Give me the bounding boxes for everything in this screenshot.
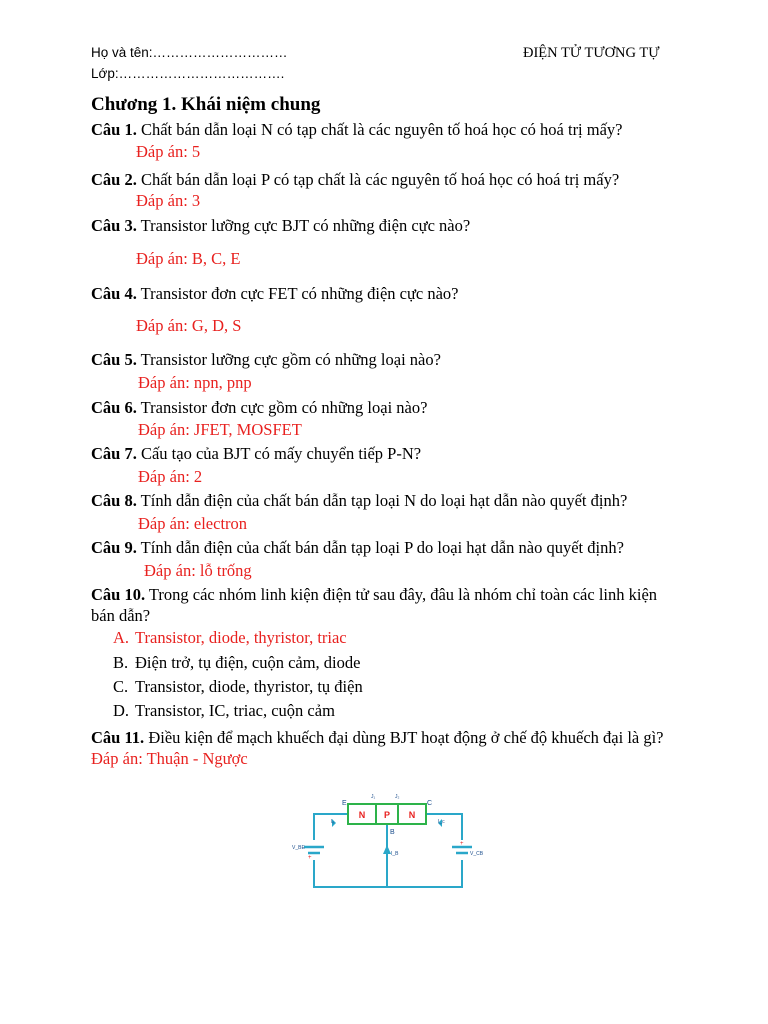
question-text: Transistor lưỡng cực BJT có những điện cực nào? bbox=[140, 216, 471, 235]
question-3 bbox=[91, 215, 681, 236]
option-text: Transistor, diode, thyristor, tụ điện bbox=[135, 677, 363, 696]
ib-label: I_B bbox=[391, 851, 399, 857]
vbe-plus: + bbox=[308, 855, 312, 861]
option-letter: B. bbox=[113, 653, 129, 672]
region-p: P bbox=[383, 810, 391, 820]
class-field: Lớp:………………………………. bbox=[91, 66, 285, 81]
vcb-label: V_CB bbox=[470, 851, 484, 857]
collector-label: C bbox=[427, 800, 433, 807]
question-label: Câu 11. bbox=[91, 728, 145, 747]
option-c bbox=[113, 677, 363, 697]
answer-2: Đáp án: 3 bbox=[136, 191, 201, 210]
question-9 bbox=[91, 537, 681, 558]
vbe-label: V_BE bbox=[292, 845, 305, 851]
question-text: Tính dẫn điện của chất bán dẫn tạp loại N do loại hạt dẫn nào quyết định? bbox=[140, 491, 628, 510]
question-7 bbox=[91, 443, 681, 464]
question-2 bbox=[91, 169, 681, 190]
option-b bbox=[113, 653, 360, 673]
question-label: Câu 2. bbox=[91, 170, 137, 189]
question-label: Câu 4. bbox=[91, 284, 137, 303]
answer-4: Đáp án: G, D, S bbox=[136, 316, 242, 335]
answer-8: Đáp án: electron bbox=[138, 514, 248, 533]
question-label: Câu 5. bbox=[91, 350, 137, 369]
answer-11: Đáp án: Thuận - Ngược bbox=[91, 749, 248, 768]
question-text: Transistor đơn cực FET có những điện cực nào? bbox=[140, 284, 459, 303]
answer-5: Đáp án: npn, pnp bbox=[138, 373, 252, 392]
question-4 bbox=[91, 283, 681, 304]
vcb-plus: + bbox=[460, 841, 464, 847]
option-a bbox=[113, 628, 347, 648]
question-5 bbox=[91, 349, 681, 370]
option-d bbox=[113, 701, 335, 721]
question-text: Trong các nhóm linh kiện điện tử sau đây, đâu là nhóm chỉ toàn các linh kiện bán dẫn? bbox=[91, 585, 658, 625]
j2-label: J₂ bbox=[395, 794, 400, 800]
option-text: Transistor, IC, triac, cuộn cảm bbox=[135, 701, 335, 720]
option-letter: D. bbox=[113, 701, 130, 720]
subject-title: ĐIỆN TỬ TƯƠNG TỰ bbox=[523, 45, 660, 61]
option-letter: C. bbox=[113, 677, 129, 696]
option-text: Transistor, diode, thyristor, triac bbox=[135, 628, 347, 647]
question-label: Câu 3. bbox=[91, 216, 137, 235]
region-n-left: N bbox=[358, 810, 366, 820]
question-8 bbox=[91, 490, 681, 511]
vbe-battery bbox=[304, 847, 324, 853]
question-text: Transistor đơn cực gồm có những loại nào? bbox=[140, 398, 428, 417]
question-1 bbox=[91, 119, 681, 140]
question-10 bbox=[91, 584, 681, 626]
question-11 bbox=[91, 727, 681, 769]
question-text: Điều kiện để mạch khuếch đại dùng BJT hoạt động ở chế độ khuếch đại là gì? bbox=[148, 728, 664, 747]
question-text: Cấu tạo của BJT có mấy chuyển tiếp P-N? bbox=[140, 444, 422, 463]
question-text: Transistor lưỡng cực gồm có những loại nào? bbox=[140, 350, 441, 369]
question-label: Câu 10. bbox=[91, 585, 146, 604]
question-label: Câu 9. bbox=[91, 538, 137, 557]
question-text: Tính dẫn điện của chất bán dẫn tạp loại P do loại hạt dẫn nào quyết định? bbox=[140, 538, 624, 557]
question-label: Câu 6. bbox=[91, 398, 137, 417]
question-label: Câu 1. bbox=[91, 120, 137, 139]
base-current-arrow bbox=[383, 845, 391, 854]
option-letter: A. bbox=[113, 628, 130, 647]
vcb-battery bbox=[452, 847, 472, 853]
answer-9: Đáp án: lỗ trống bbox=[144, 561, 252, 580]
answer-6: Đáp án: JFET, MOSFET bbox=[138, 420, 302, 439]
question-6 bbox=[91, 397, 681, 418]
question-text: Chất bán dẫn loại N có tạp chất là các nguyên tố hoá học có hoá trị mấy? bbox=[140, 120, 623, 139]
option-text: Điện trở, tụ điện, cuộn cảm, diode bbox=[135, 653, 361, 672]
answer-7: Đáp án: 2 bbox=[138, 467, 203, 486]
answer-1: Đáp án: 5 bbox=[136, 142, 201, 161]
answer-3: Đáp án: B, C, E bbox=[136, 249, 241, 268]
emitter-label: E bbox=[342, 800, 347, 807]
ic-label: I_c bbox=[438, 819, 445, 825]
question-label: Câu 8. bbox=[91, 491, 137, 510]
bjt-circuit-diagram bbox=[288, 785, 488, 890]
base-label: B bbox=[390, 829, 395, 836]
chapter-title: Chương 1. Khái niệm chung bbox=[91, 94, 321, 115]
name-field: Họ và tên:………………………… bbox=[91, 45, 288, 60]
ie-label: Iₑ bbox=[331, 819, 335, 825]
region-n-right: N bbox=[408, 810, 416, 820]
j1-label: J₁ bbox=[371, 794, 376, 800]
question-text: Chất bán dẫn loại P có tạp chất là các nguyên tố hoá học có hoá trị mấy? bbox=[140, 170, 620, 189]
question-label: Câu 7. bbox=[91, 444, 137, 463]
